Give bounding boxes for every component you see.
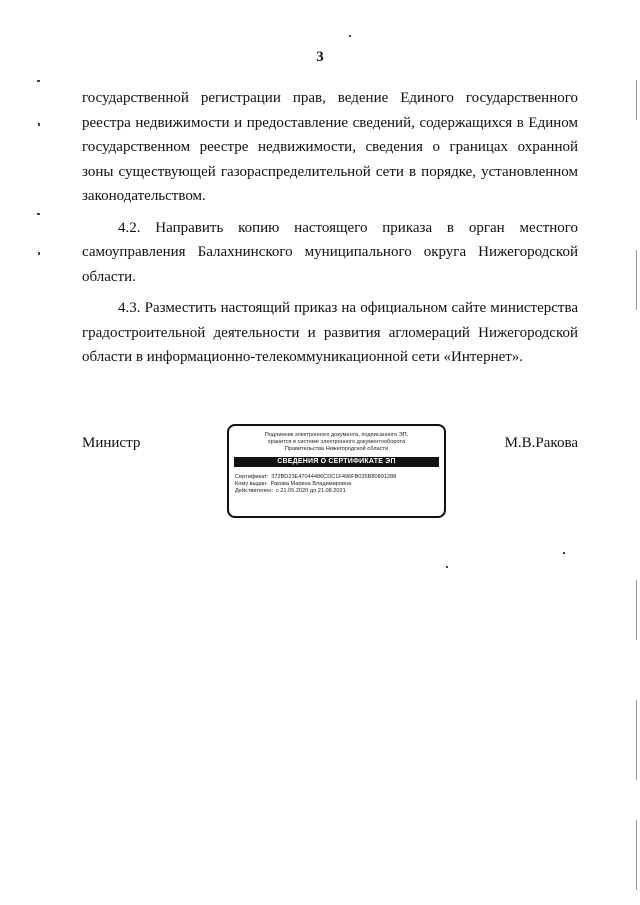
paragraph-4-3: 4.3. Разместить настоящий приказ на официальном сайте министерства градостроительной деятельности и развития агломераций Нижегородской области в информационно-телекоммуникационной сети «Интернет». <box>82 300 578 365</box>
scan-edge-line <box>636 250 637 310</box>
document-body <box>82 86 578 377</box>
page-number: 3 <box>316 49 324 65</box>
stamp-issued-row <box>235 481 444 488</box>
stamp-valid-value: с 21.05.2020 до 21.08.2021 <box>275 488 346 494</box>
scan-speck <box>38 123 40 126</box>
scan-edge-line <box>636 580 637 640</box>
scan-speck <box>349 35 351 37</box>
scan-speck <box>563 552 565 554</box>
scan-edge-line <box>636 820 637 890</box>
signer-name: М.В.Ракова <box>504 435 578 451</box>
stamp-valid-row <box>235 488 444 495</box>
stamp-header-line: Правительства Нижегородской области <box>284 446 389 452</box>
signature-block <box>82 432 578 525</box>
stamp-cert-row <box>235 474 444 481</box>
stamp-header-line: Подлинник электронного документа, подписанного ЭП, <box>264 432 409 438</box>
stamp-cert-value: 372BD23E47044486CDC1F496FB035B80891288 <box>271 474 397 480</box>
scan-speck <box>37 213 40 215</box>
scan-speck <box>38 252 40 255</box>
stamp-header-line: хранится в системе электронного документооборота <box>267 439 406 445</box>
paragraph-continuation: государственной регистрации прав, ведение Единого государственного реестра недвижимости и предоставление сведений, содержащихся в Едином государственном реестре недвижимости, сведения о границах охранной зоны существующей газораспределительной сети в порядке, установленном законодательством. <box>82 90 578 204</box>
scan-edge-line <box>636 80 637 120</box>
stamp-issued-label: Кому выдан: <box>235 481 268 487</box>
stamp-issued-value: Ракова Марина Владимировна <box>270 481 352 487</box>
stamp-header <box>229 426 444 453</box>
scan-speck <box>37 80 40 82</box>
stamp-valid-label: Действителен: <box>235 488 273 494</box>
stamp-cert-label: Сертификат: <box>235 474 269 480</box>
scan-speck <box>446 566 448 568</box>
stamp-certificate-bar: СВЕДЕНИЯ О СЕРТИФИКАТЕ ЭП <box>234 457 439 467</box>
stamp-details <box>235 474 444 495</box>
signer-title: Министр <box>82 435 141 451</box>
electronic-signature-stamp <box>227 424 446 518</box>
paragraph-4-2: 4.2. Направить копию настоящего приказа в орган местного самоуправления Балахнинского муниципального округа Нижегородской области. <box>82 219 578 285</box>
scan-edge-line <box>636 700 637 780</box>
